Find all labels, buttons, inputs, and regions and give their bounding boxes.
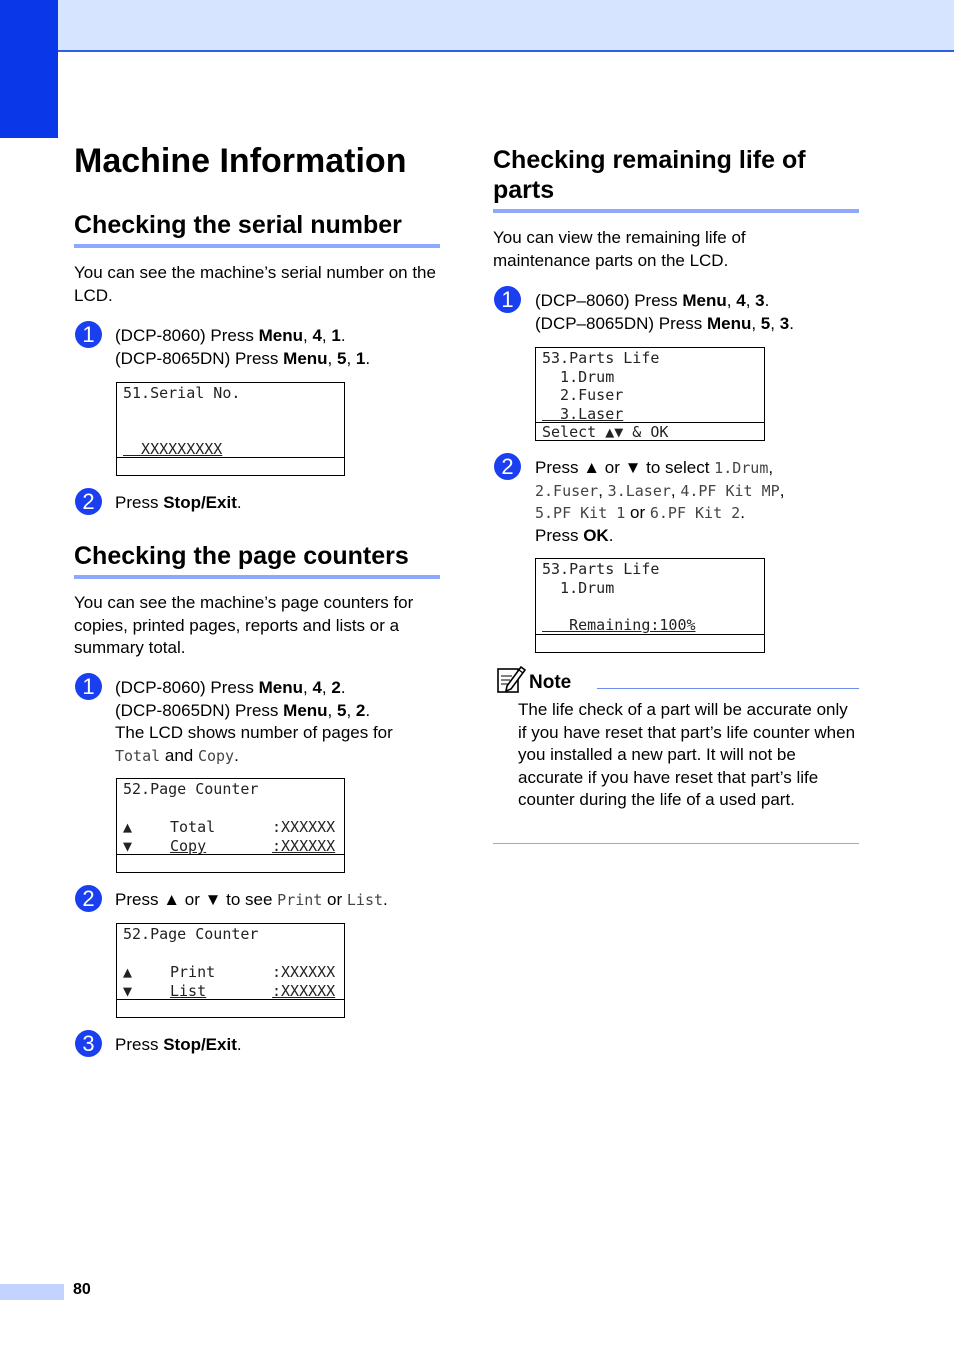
chapter-tab <box>0 0 58 138</box>
page-title: Machine Information <box>74 142 407 180</box>
lcd-label: Total <box>170 818 216 836</box>
lcd-line: Remaining:100% <box>542 616 696 634</box>
header-bar <box>0 0 954 52</box>
parts-intro: You can view the remaining life of maintenance parts on the LCD. <box>493 228 746 270</box>
lcd-arrow-down: ▼ <box>123 982 133 1000</box>
note-text: The life check of a part will be accurate only if you have reset that part’s life counter when you installed a new part. It will not be accurate if you have reset that part’s life counter during the life of a used part. <box>518 700 856 809</box>
lcd-value: :XXXXXX <box>272 818 336 836</box>
page-number: 80 <box>73 1281 91 1298</box>
serial-step2-text: Press Stop/Exit. <box>115 493 242 512</box>
lcd-select-row <box>117 457 344 476</box>
lcd-line: 53.Parts Life <box>542 560 660 578</box>
lcd-line: 52.Page Counter <box>123 780 259 798</box>
lcd-display-serial <box>116 382 345 476</box>
lcd-value: :XXXXXX <box>272 982 336 1000</box>
lcd-line: 3.Laser <box>542 405 624 423</box>
lcd-line: XXXXXXXXX <box>123 440 223 458</box>
lcd-value: :XXXXXX <box>272 963 336 981</box>
note-rule <box>597 688 859 689</box>
lcd-label: Copy <box>170 837 207 855</box>
step-number-2: 2 <box>75 885 102 912</box>
section-heading-serial: Checking the serial number <box>74 210 440 248</box>
heading-line: Checking remaining life of <box>493 146 806 174</box>
note-heading: Note <box>529 672 572 693</box>
note-end-rule <box>493 843 859 844</box>
lcd-value: :XXXXXX <box>272 837 336 855</box>
section-heading-parts <box>493 145 859 213</box>
lcd-line: 51.Serial No. <box>123 384 241 402</box>
counters-step2-text: Press ▲ or ▼ to see Print or List. <box>115 890 388 909</box>
parts-step2-text: Press ▲ or ▼ to select 1.Drum, 2.Fuser, 3.Laser, 4.PF Kit MP, 5.PF Kit 1 or 6.PF Kit 2. Press OK. <box>535 458 785 545</box>
lcd-display-counters-1 <box>116 778 345 873</box>
step-number-1: 1 <box>75 321 102 348</box>
lcd-select-text: Select ▲▼ & OK <box>542 423 669 441</box>
step-number-2: 2 <box>75 488 102 515</box>
lcd-line: 1.Drum <box>542 579 615 597</box>
step-number-2: 2 <box>494 453 521 480</box>
step-number-3: 3 <box>75 1030 102 1057</box>
lcd-label: List <box>170 982 207 1000</box>
section-heading-counters: Checking the page counters <box>74 541 440 579</box>
lcd-select-row <box>536 422 764 441</box>
serial-intro: You can see the machine’s serial number on the LCD. <box>74 263 436 305</box>
lcd-display-parts-1 <box>535 347 765 441</box>
lcd-select-row <box>536 634 764 653</box>
parts-step1-text: (DCP–8060) Press Menu, 4, 3. (DCP–8065DN) Press Menu, 5, 3. <box>535 291 794 333</box>
note-pencil-icon <box>496 664 526 694</box>
lcd-line: 52.Page Counter <box>123 925 259 943</box>
lcd-label: Print <box>170 963 216 981</box>
lcd-display-parts-2 <box>535 558 765 653</box>
lcd-display-counters-2 <box>116 923 345 1018</box>
step-number-1: 1 <box>75 673 102 700</box>
serial-step1-text: (DCP-8060) Press Menu, 4, 1. (DCP-8065DN) Press Menu, 5, 1. <box>115 326 371 368</box>
lcd-select-row <box>117 999 344 1018</box>
heading-line: parts <box>493 176 555 204</box>
counters-step1-text: (DCP-8060) Press Menu, 4, 2. (DCP-8065DN) Press Menu, 5, 2. The LCD shows number of pages for Total and Copy. <box>115 678 393 765</box>
counters-step3-text: Press Stop/Exit. <box>115 1035 242 1054</box>
lcd-select-row <box>117 854 344 873</box>
page-number-bar <box>0 1284 64 1300</box>
lcd-line: 2.Fuser <box>542 386 624 404</box>
counters-intro: You can see the machine’s page counters for copies, printed pages, reports and lists or a summary total. <box>74 593 414 657</box>
lcd-arrow-down: ▼ <box>123 837 133 855</box>
lcd-arrow-up: ▲ <box>123 818 133 836</box>
lcd-line: 1.Drum <box>542 368 615 386</box>
lcd-line: 53.Parts Life <box>542 349 660 367</box>
lcd-arrow-up: ▲ <box>123 963 133 981</box>
step-number-1: 1 <box>494 286 521 313</box>
